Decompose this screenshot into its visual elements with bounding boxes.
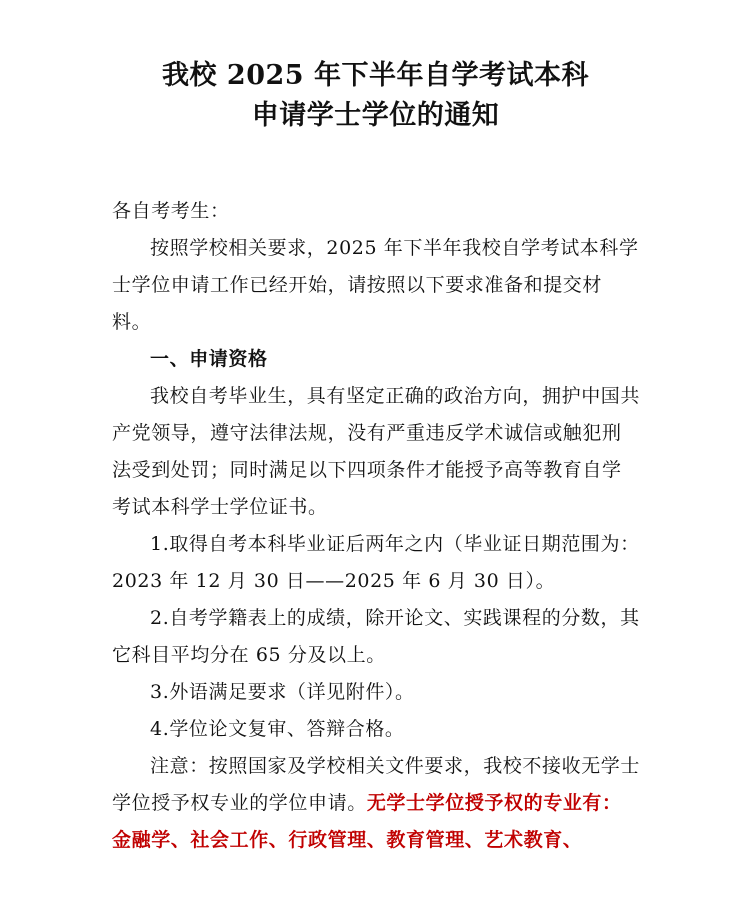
condition-item-1: 1.取得自考本科毕业证后两年之内（毕业证日期范围为：2023 年 12 月 30 日——2025 年 6 月 30 日）。	[112, 533, 640, 592]
eligibility-paragraph: 我校自考毕业生，具有坚定正确的政治方向，拥护中国共产党领导，遵守法律法规，没有严重违反学术诚信或触犯刑法受到处罚；同时满足以下四项条件才能授予高等教育自学考试本科学士学位证书。	[112, 385, 641, 518]
intro-paragraph: 按照学校相关要求，2025 年下半年我校自学考试本科学士学位申请工作已经开始，请按照以下要求准备和提交材料。	[112, 237, 639, 333]
salutation: 各自考考生：	[112, 200, 230, 222]
condition-item-4: 4.学位论文复审、答辩合格。	[150, 718, 405, 740]
note-paragraph	[112, 748, 640, 859]
note-text: 注意：按照国家及学校相关文件要求，我校不接收无学士学位授予权专业的学位申请。	[112, 755, 641, 814]
condition-item-2: 2.自考学籍表上的成绩，除开论文、实践课程的分数，其它科目平均分在 65 分及以上。	[112, 607, 640, 666]
condition-item-3: 3.外语满足要求（详见附件）。	[150, 681, 415, 703]
section-heading-eligibility: 一、申请资格	[150, 348, 268, 370]
document-title-line1: 我校 2025 年下半年自学考试本科	[162, 60, 589, 91]
note-highlight-text: 无学士学位授予权的专业有：金融学、社会工作、行政管理、教育管理、艺术教育、	[112, 792, 622, 851]
document-title-line2: 申请学士学位的通知	[251, 100, 500, 131]
